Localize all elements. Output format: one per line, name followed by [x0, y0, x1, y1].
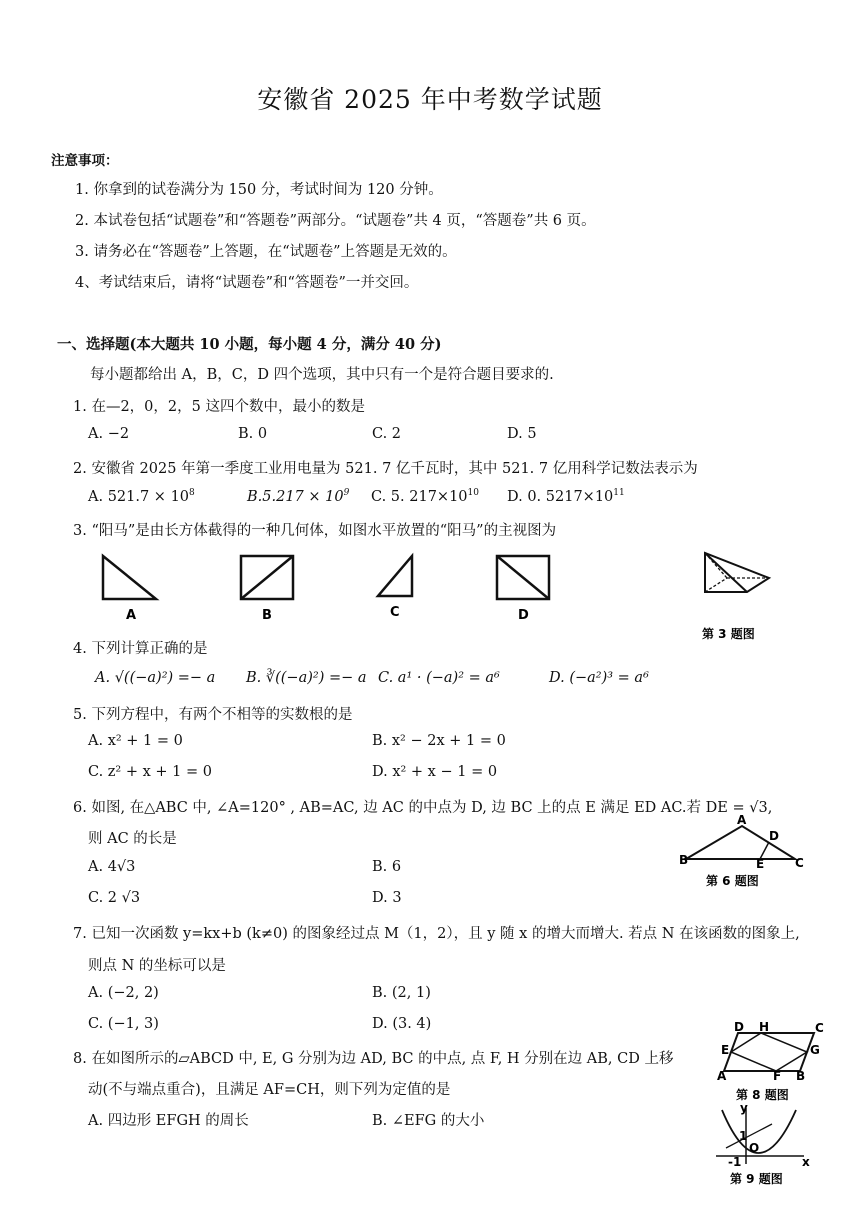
- q2-option-d: D. 0. $5217\times 10^{11}$: [507, 488, 625, 505]
- q7-stem: 7. 已知一次函数 y=kx+b (k≠0) 的图象经过点 M（1，2），且 y 随 x 的增大而增大. 若点 N 在该函数的图象上,: [73, 926, 800, 942]
- q1-option-b: B. 0: [238, 426, 268, 442]
- q9-tick-minus1: -1: [728, 1155, 742, 1169]
- q8-point-c: C: [815, 1021, 824, 1035]
- q1-stem: 1. 在—2，0，2，5 这四个数中，最小的数是: [73, 399, 365, 415]
- q6-point-b: B: [679, 853, 689, 867]
- q6-point-c: C: [795, 856, 804, 870]
- q9-tick-1: 1: [739, 1129, 748, 1143]
- q8-point-e: E: [721, 1043, 730, 1057]
- q6-option-d: D. 3: [372, 890, 402, 906]
- q6-point-d: D: [769, 829, 779, 843]
- q5-option-b: B. x² − 2x + 1 = 0: [372, 733, 506, 749]
- q1-option-c: C. 2: [372, 426, 402, 442]
- q7-option-d: D. (3. 4): [372, 1016, 432, 1032]
- q7-stem-line2: 则点 N 的坐标可以是: [88, 958, 226, 974]
- q8-stem-line2: 动(不与端点重合)，且满足 AF=CH，则下列为定值的是: [88, 1082, 451, 1098]
- q7-option-a: A. (−2, 2): [88, 985, 159, 1001]
- q2-option-b: $B.5.217 \times 10^9$: [247, 488, 350, 505]
- q6-stem-line2: 则 AC 的长是: [88, 831, 177, 847]
- q9-axis-x: x: [802, 1155, 810, 1169]
- q6-option-a: A. 4√3: [88, 859, 136, 875]
- q3-caption: 第 3 题图: [702, 627, 755, 641]
- q5-option-d: D. x² + x − 1 = 0: [372, 764, 498, 780]
- q8-option-a: A. 四边形 EFGH 的周长: [88, 1113, 249, 1129]
- q5-stem: 5. 下列方程中，有两个不相等的实数根的是: [73, 707, 353, 723]
- q3-solid-figure: [697, 550, 777, 646]
- q8-point-b: B: [796, 1069, 806, 1083]
- q3-label-b: B: [262, 608, 272, 623]
- q9-origin: O: [749, 1141, 760, 1155]
- page-title: 安徽省 2025 年中考数学试题: [257, 85, 603, 114]
- q8-stem: 8. 在如图所示的▱ABCD 中, E, G 分别为边 AD, BC 的中点, 点 F, H 分别在边 AB, CD 上移: [73, 1051, 674, 1067]
- q6-caption: 第 6 题图: [706, 874, 759, 888]
- q4-option-b: B. ∛((−a)²) =− a: [246, 670, 367, 686]
- q3-figure-a: [98, 553, 160, 627]
- q3-stem: 3. “阳马”是由长方体截得的一种几何体，如图水平放置的“阳马”的主视图为: [73, 523, 557, 539]
- q6-option-b: B. 6: [372, 859, 402, 875]
- q8-parallelogram-figure: [716, 1020, 828, 1107]
- q7-option-c: C. (−1, 3): [88, 1016, 159, 1032]
- q8-point-f: F: [773, 1069, 782, 1083]
- notice-item-4: 4、考试结束后，请将“试题卷”和“答题卷”一并交回。: [75, 275, 419, 291]
- q4-stem: 4. 下列计算正确的是: [73, 641, 208, 657]
- q6-stem: 6. 如图, 在△ABC 中, ∠A=120° , AB=AC, 边 AC 的中点为 D, 边 BC 上的点 E 满足 ED AC.若 DE = √3,: [73, 800, 773, 816]
- q6-point-e: E: [756, 857, 765, 871]
- q1-option-d: D. 5: [507, 426, 537, 442]
- notice-item-1: 1. 你拿到的试卷满分为 150 分，考试时间为 120 分钟。: [75, 182, 443, 198]
- q8-point-g: G: [810, 1043, 820, 1057]
- section-intro: 每小题都给出 A，B，C，D 四个选项，其中只有一个是符合题目要求的.: [90, 367, 554, 383]
- q7-option-b: B. (2, 1): [372, 985, 431, 1001]
- q6-option-c: C. 2 √3: [88, 890, 141, 906]
- notice-item-2: 2. 本试卷包括“试题卷”和“答题卷”两部分。“试题卷”共 4 页，“答题卷”共 6 页。: [75, 213, 596, 229]
- q8-caption: 第 8 题图: [736, 1088, 789, 1102]
- q3-label-c: C: [390, 605, 400, 620]
- q9-caption: 第 9 题图: [730, 1172, 783, 1186]
- q2-option-a: A. $521.7 \times 10^8$: [88, 488, 195, 505]
- notice-item-3: 3. 请务必在“答题卷”上答题，在“试题卷”上答题是无效的。: [75, 244, 457, 260]
- q8-point-a: A: [717, 1069, 727, 1083]
- q6-point-a: A: [737, 813, 747, 827]
- q3-figure-b: [238, 553, 298, 627]
- q4-option-a: A. √((−a)²) =− a: [95, 670, 216, 686]
- q3-figure-d: [494, 553, 554, 627]
- section-heading: 一、选择题(本大题共 10 小题，每小题 4 分，满分 40 分): [57, 336, 442, 353]
- q4-option-d: D. (−a²)³ = a⁶: [549, 670, 649, 686]
- q3-figure-c: [374, 553, 418, 627]
- q5-option-a: A. x² + 1 = 0: [88, 733, 183, 749]
- q6-triangle-figure: [676, 813, 804, 894]
- q2-stem: 2. 安徽省 2025 年第一季度工业用电量为 521. 7 亿千瓦时，其中 521. 7 亿用科学记数法表示为: [73, 461, 698, 477]
- q9-graph-figure: [712, 1101, 812, 1192]
- q4-option-c: C. a¹ · (−a)² = a⁶: [378, 670, 500, 686]
- q3-label-a: A: [126, 608, 137, 623]
- q8-point-d: D: [734, 1020, 744, 1034]
- q3-label-d: D: [518, 608, 529, 623]
- q1-option-a: A. −2: [88, 426, 130, 442]
- q8-point-h: H: [759, 1020, 770, 1034]
- q9-axis-y: y: [740, 1101, 748, 1115]
- q8-option-b: B. ∠EFG 的大小: [372, 1113, 485, 1129]
- notice-heading: 注意事项：: [51, 153, 119, 169]
- q5-option-c: C. z² + x + 1 = 0: [88, 764, 212, 780]
- q2-option-c: C. 5. $217\times 10^{10}$: [371, 488, 479, 505]
